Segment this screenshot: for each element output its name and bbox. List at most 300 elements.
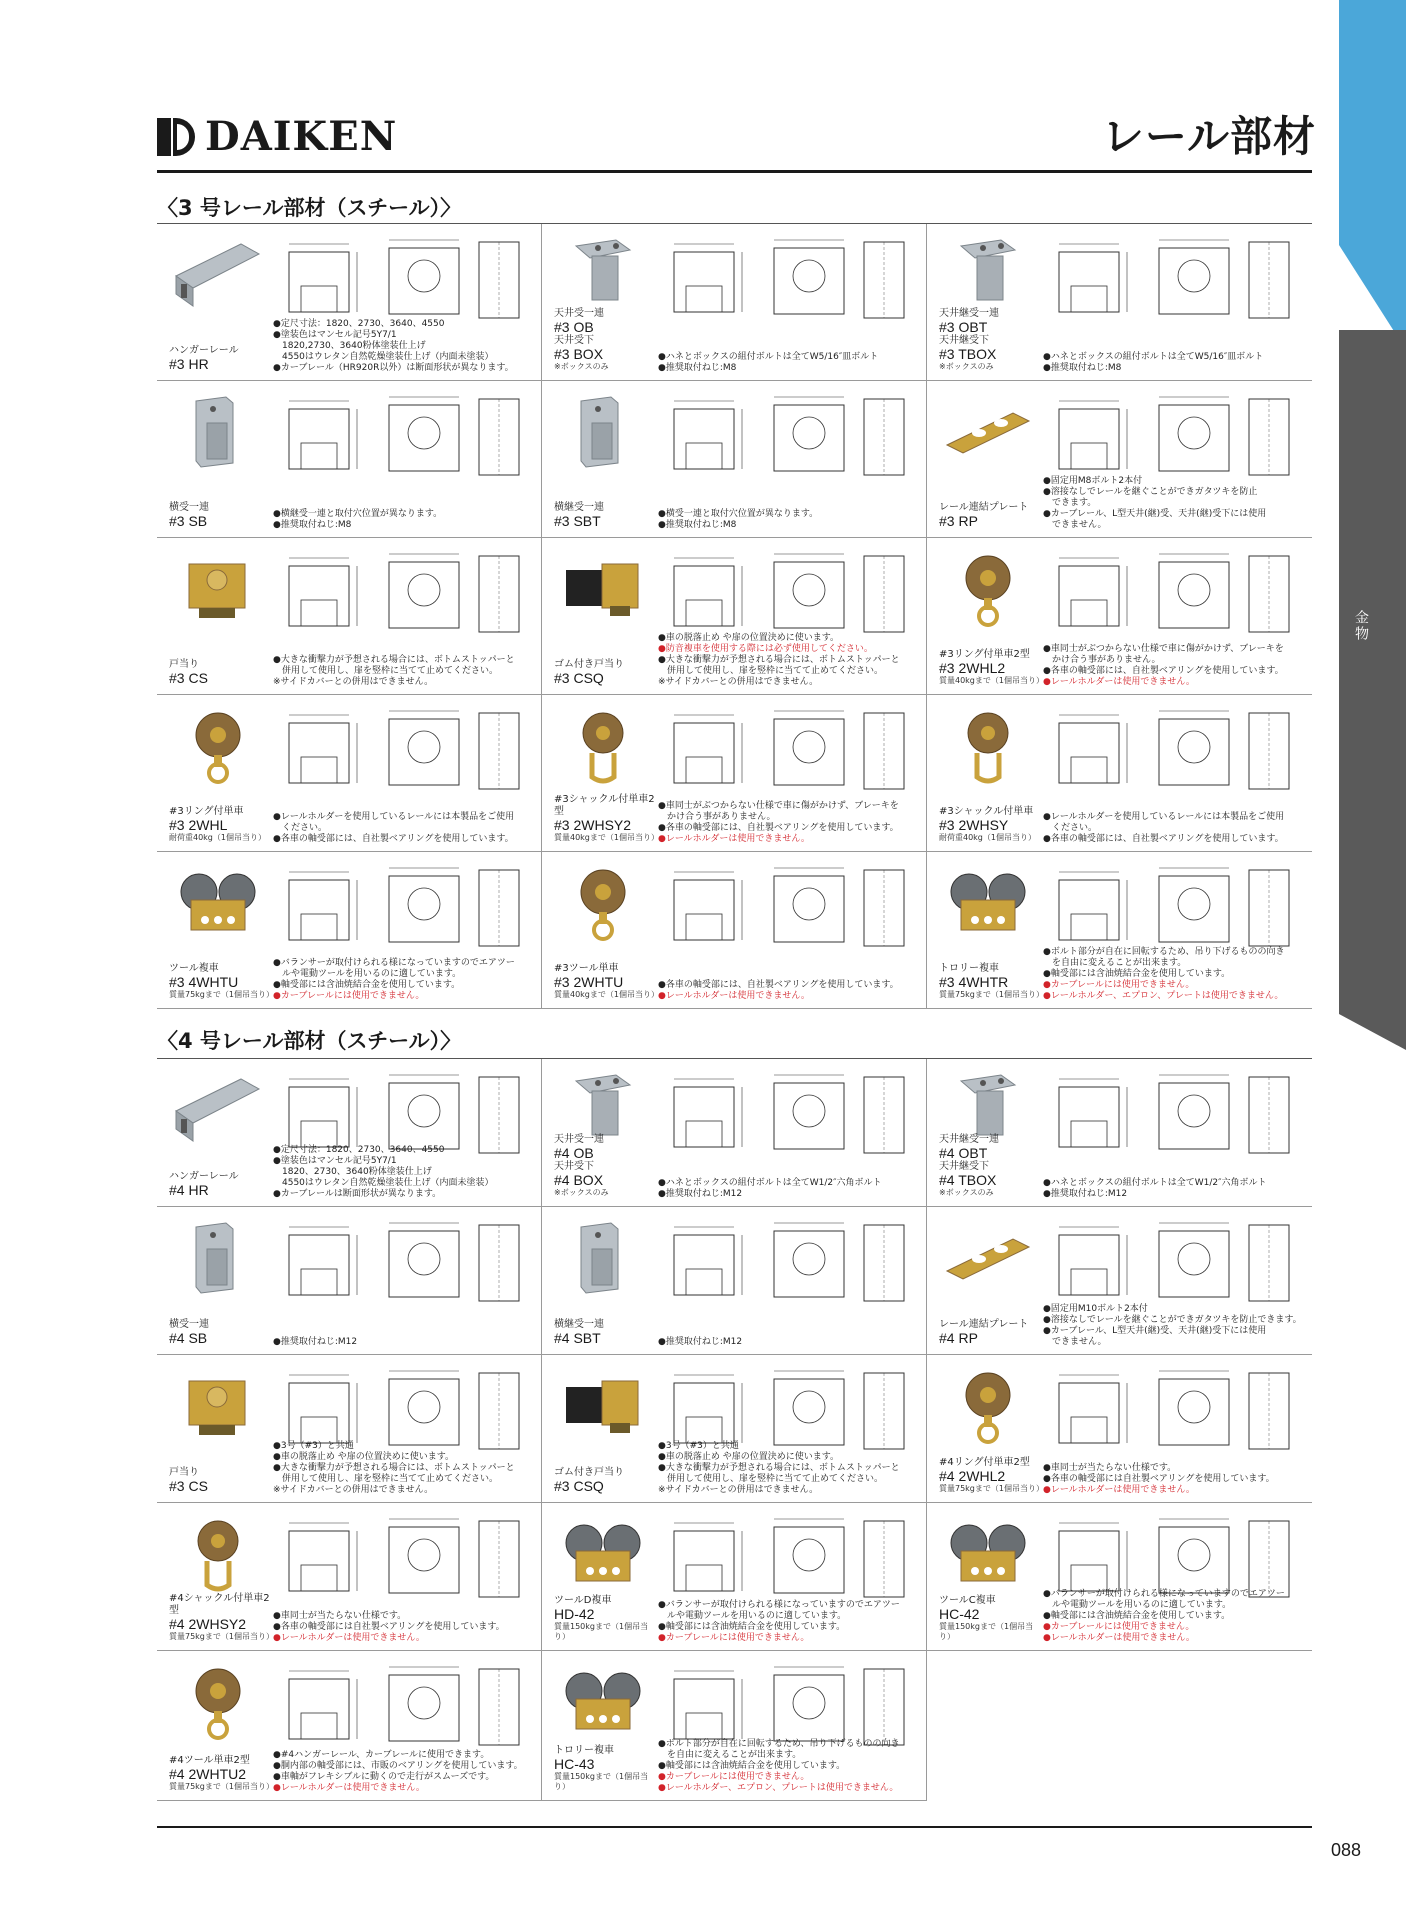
- product-note: 質量40kgまで（1個吊当り）: [554, 833, 659, 842]
- dimension-drawing: [654, 703, 916, 803]
- product-name: トロリー複車: [939, 963, 999, 974]
- product-name: #3ツール単車: [554, 963, 619, 974]
- note-line: ●各車の軸受部には、自社製ベアリングを使用しています。: [658, 980, 899, 990]
- product-name: #3シャックル付単車2型: [554, 794, 655, 817]
- note-line: ●3号（#3）と共通: [273, 1441, 354, 1451]
- product-cell: [927, 1503, 1312, 1651]
- product-code: #3 4WHTR: [939, 974, 1009, 990]
- product-note: ※ボックスのみ: [554, 362, 609, 371]
- note-line: ●カーブレールには使用できません。: [1043, 1622, 1195, 1632]
- note-line: ●軸受部には含油焼結合金を使用しています。: [658, 1622, 846, 1632]
- note-line: ●軸受部には含油焼結合金を使用しています。: [273, 980, 461, 990]
- note-line: ●レールホルダーは使用できません。: [273, 1633, 425, 1643]
- product-name: 横受一連: [169, 1319, 209, 1330]
- product-code: #3 CS: [169, 1478, 208, 1494]
- product-name-block: [939, 502, 1041, 529]
- note-line: ●カーブレールには使用できません。: [658, 1772, 810, 1782]
- dimension-drawing: [654, 232, 916, 332]
- note-line: ●バランサーが取付けられる様になっていますのでエアツー: [1043, 1589, 1285, 1599]
- product-name: ツールC複車: [939, 1595, 996, 1606]
- product-cell: [157, 1207, 542, 1355]
- product-photo: [171, 236, 265, 314]
- product-cell: [542, 538, 927, 695]
- product-name: #3シャックル付単車: [939, 806, 1034, 817]
- product-code: #3 CS: [169, 670, 208, 686]
- dimension-drawing: [654, 1067, 916, 1167]
- product-name: #4シャックル付単車2型: [169, 1593, 270, 1616]
- product-name: ハンガーレール: [169, 345, 239, 356]
- dimension-drawing: [654, 1511, 916, 1611]
- product-note: 耐荷重40kg（1個吊当り）: [169, 833, 266, 842]
- product-photo: [556, 1219, 650, 1297]
- note-line: ●ボルト部分が自在に回転するため、吊り下げるものの向き: [1043, 947, 1285, 957]
- note-line: ●レールホルダー、エプロン、プレートは使用できません。: [1043, 991, 1284, 1001]
- product-code: #4 2WHTU2: [169, 1766, 247, 1782]
- dimension-drawing: [269, 1659, 531, 1759]
- note-line: ●レールホルダー、エプロン、プレートは使用できません。: [658, 1783, 899, 1793]
- product-note: 質量75kgまで（1個吊当り）: [169, 990, 274, 999]
- product-code: #4 HR: [169, 1182, 209, 1198]
- dimension-drawing: [269, 1511, 531, 1611]
- product-name: 横継受一連: [554, 502, 604, 513]
- product-name-secondary: 天井受下: [554, 335, 594, 346]
- note-line: ●溶接なしでレールを継ぐことができガタツキを防止: [1043, 487, 1258, 497]
- product-notes: [658, 1441, 924, 1496]
- product-name-secondary: 天井継受下: [939, 335, 989, 346]
- product-photo: [171, 1515, 265, 1593]
- note-line: ●車の脱落止め や扉の位置決めに使います。: [658, 633, 839, 643]
- product-name: 戸当り: [169, 659, 199, 670]
- product-photo: [941, 236, 1035, 314]
- note-line: できます。: [1043, 498, 1097, 508]
- product-code: HC-43: [554, 1756, 595, 1772]
- note-line: 1820,2730、3640粉体塗装仕上げ: [273, 341, 426, 351]
- dimension-drawing: [1039, 1067, 1301, 1167]
- product-notes: [1043, 947, 1309, 1002]
- note-line: ●レールホルダーは使用できません。: [1043, 1633, 1195, 1643]
- product-code-secondary: #3 TBOX: [939, 346, 997, 362]
- note-line: を自由に変えることが出来ます。: [1043, 958, 1187, 968]
- note-line: ●推奨取付ねじ:M8: [273, 520, 352, 530]
- product-name-block: [554, 963, 659, 1000]
- section-title-4: 〈4 号レール部材（スチール）〉: [157, 1029, 462, 1053]
- product-code: #3 RP: [939, 513, 978, 529]
- product-name-block: [554, 794, 659, 843]
- product-name-block: [554, 1595, 656, 1642]
- product-cell: [927, 1059, 1312, 1207]
- product-photo: [171, 1219, 265, 1297]
- product-name: トロリー複車: [554, 1745, 614, 1756]
- note-line: ●ハネとボックスの組付ボルトは全てW5/16″皿ボルト: [1043, 352, 1264, 362]
- product-name-block: [554, 1319, 656, 1346]
- note-line: ●車同士がぶつからない仕様で車に傷がかけず、ブレーキを: [658, 801, 899, 811]
- note-line: 併用して使用し、扉を竪枠に当てて止めてください。: [658, 1474, 884, 1484]
- note-line: ●ハネとボックスの組付ボルトは全てW1/2″六角ボルト: [658, 1178, 882, 1188]
- product-cell: [927, 1355, 1312, 1503]
- product-cell: [927, 381, 1312, 538]
- product-notes: [273, 958, 539, 1002]
- section-title-3: 〈3 号レール部材（スチール）〉: [157, 196, 462, 220]
- product-note: ※ボックスのみ: [554, 1188, 609, 1197]
- note-line: ●大きな衝撃力が予想される場合には、ボトムストッパーと: [273, 655, 515, 665]
- note-line: ●カーブレールは断面形状が異なります。: [273, 1189, 442, 1199]
- product-notes: [658, 633, 924, 688]
- product-notes: [658, 352, 924, 374]
- product-name: ゴム付き戸当り: [554, 1467, 624, 1478]
- product-notes: [1043, 476, 1309, 531]
- product-photo: [556, 393, 650, 471]
- note-line: できません。: [1043, 1337, 1107, 1347]
- product-photo: [556, 864, 650, 942]
- product-notes: [273, 655, 539, 688]
- product-note: ※ボックスのみ: [939, 1188, 994, 1197]
- product-code: #3 HR: [169, 356, 209, 372]
- product-note: 耐荷重40kg（1個吊当り）: [939, 833, 1036, 842]
- note-line: ●推奨取付ねじ:M12: [658, 1337, 743, 1347]
- product-cell: [542, 1059, 927, 1207]
- product-photo: [556, 236, 650, 314]
- note-line: ●カーブレール（HR920R以外）は断面形状が異なります。: [273, 363, 514, 373]
- note-line: ●推奨取付ねじ:M12: [1043, 1189, 1128, 1199]
- product-name-block: [169, 1171, 271, 1198]
- note-line: ●ハネとボックスの組付ボルトは全てW5/16″皿ボルト: [658, 352, 879, 362]
- dimension-drawing: [1039, 703, 1301, 803]
- product-code: #3 CSQ: [554, 670, 604, 686]
- product-code: #3 CSQ: [554, 1478, 604, 1494]
- product-cell: [927, 1207, 1312, 1355]
- note-line: ●レールホルダーは使用できません。: [658, 834, 810, 844]
- product-notes: [658, 509, 924, 531]
- product-code: #3 2WHTU: [554, 974, 624, 990]
- product-name-block: [169, 502, 271, 529]
- product-cell: [927, 695, 1312, 852]
- note-line: ●バランサーが取付けられる様になっていますのでエアツー: [273, 958, 515, 968]
- product-code: #4 2WHL2: [939, 1468, 1006, 1484]
- note-line: ●レールホルダーは使用できません。: [1043, 677, 1195, 687]
- product-photo: [171, 550, 265, 628]
- note-line: ●車の脱落止め や扉の位置決めに使います。: [658, 1452, 839, 1462]
- product-code-secondary: #4 TBOX: [939, 1172, 997, 1188]
- note-line: ●推奨取付ねじ:M12: [273, 1337, 358, 1347]
- product-cell: [157, 1355, 542, 1503]
- note-line: ●車の脱落止め や扉の位置決めに使います。: [273, 1452, 454, 1462]
- product-code: #3 2WHL: [169, 817, 228, 833]
- product-notes: [273, 812, 539, 845]
- product-notes: [273, 1750, 539, 1794]
- product-name-block: [939, 963, 1044, 1000]
- note-line: ●#4ハンガーレール、カーブレールに使用できます。: [273, 1750, 490, 1760]
- note-line: ※サイドカバーとの併用はできません。: [658, 1485, 819, 1495]
- product-cell: [542, 224, 927, 381]
- product-name: ツールD複車: [554, 1595, 612, 1606]
- product-name-block: [169, 1755, 274, 1792]
- product-code: #3 SBT: [554, 513, 601, 529]
- product-note: 質量150kgまで（1個吊当り）: [939, 1622, 1034, 1641]
- product-photo: [171, 1367, 265, 1445]
- product-cell: [542, 852, 927, 1009]
- product-note: 質量150kgまで（1個吊当り）: [554, 1772, 649, 1791]
- product-name: 天井継受一連: [939, 308, 999, 319]
- product-grid-4: [157, 1059, 1312, 1801]
- product-cell: [157, 1503, 542, 1651]
- note-line: ●ボルト部分が自在に回転するため、吊り下げるものの向き: [658, 1739, 900, 1749]
- dimension-drawing: [269, 546, 531, 646]
- note-line: ●推奨取付ねじ:M8: [658, 363, 737, 373]
- product-cell: [542, 1207, 927, 1355]
- note-line: ●カーブレールには使用できません。: [1043, 980, 1195, 990]
- product-cell: [157, 381, 542, 538]
- product-name-secondary: 天井継受下: [939, 1161, 989, 1172]
- product-name-block: [554, 308, 656, 372]
- product-code: #4 RP: [939, 1330, 978, 1346]
- note-line: ●防音複車を使用する際には必ず使用してください。: [658, 644, 873, 654]
- product-cell: [542, 695, 927, 852]
- product-name-block: [939, 1134, 1041, 1198]
- product-photo: [556, 1515, 650, 1593]
- daiken-logo-mark-icon: [157, 118, 195, 156]
- product-photo: [556, 1367, 650, 1445]
- note-line: ●推奨取付ねじ:M8: [658, 520, 737, 530]
- product-name: 天井受一連: [554, 1134, 604, 1145]
- product-name-block: [169, 1319, 271, 1346]
- product-note: 質量150kgまで（1個吊当り）: [554, 1622, 649, 1641]
- product-name: 戸当り: [169, 1467, 199, 1478]
- product-name-block: [169, 1467, 271, 1494]
- brand-logo: [157, 113, 397, 160]
- product-name-block: [939, 1595, 1041, 1642]
- product-note: ※ボックスのみ: [939, 362, 994, 371]
- dimension-drawing: [1039, 232, 1301, 332]
- product-photo: [556, 550, 650, 628]
- product-name-block: [169, 963, 274, 1000]
- product-name-block: [939, 308, 1041, 372]
- product-name-block: [169, 1593, 274, 1642]
- note-line: かけ合う事がありません。: [658, 812, 776, 822]
- note-line: ●塗装色はマンセル記号5Y7/1: [273, 330, 397, 340]
- note-line: ●カーブレール、L型天井(継)受、天井(継)受下には使用: [1043, 509, 1267, 519]
- product-name-block: [169, 345, 271, 372]
- product-cell: [542, 1651, 927, 1801]
- product-code: HC-42: [939, 1606, 980, 1622]
- dimension-drawing: [269, 1215, 531, 1315]
- note-line: ●推奨取付ねじ:M12: [658, 1189, 743, 1199]
- note-line: ●大きな衝撃力が予想される場合には、ボトムストッパーと: [658, 655, 900, 665]
- product-code: #4 2WHSY2: [169, 1616, 247, 1632]
- product-cell: [542, 381, 927, 538]
- product-cell: [927, 224, 1312, 381]
- note-line: ●各車の軸受部には、自社製ベアリングを使用しています。: [658, 823, 899, 833]
- note-line: ●横継受一連と取付穴位置が異なります。: [273, 509, 443, 519]
- page-number: 088: [1330, 1840, 1361, 1860]
- note-line: ください。: [1043, 823, 1098, 833]
- product-cell: [157, 224, 542, 381]
- note-line: ください。: [273, 823, 328, 833]
- product-note: 質量40kgまで（1個吊当り）: [939, 676, 1044, 685]
- note-line: ●車軸がフレキシブルに動くので走行がスムーズです。: [273, 1772, 495, 1782]
- note-line: ●レールホルダーは使用できません。: [1043, 1485, 1195, 1495]
- note-line: ●定尺寸法：1820、2730、3640、4550: [273, 1145, 445, 1155]
- header-rule: [157, 170, 1312, 173]
- product-notes: [658, 980, 924, 1002]
- product-photo: [171, 1071, 265, 1149]
- note-line: できません。: [1043, 520, 1107, 530]
- note-line: ●軸受部には含油焼結合金を使用しています。: [658, 1761, 846, 1771]
- product-note: 質量75kgまで（1個吊当り）: [939, 1484, 1044, 1493]
- note-line: ●車同士がぶつからない仕様で車に傷がかけず、ブレーキを: [1043, 644, 1284, 654]
- page-title: レール部材: [1101, 112, 1316, 161]
- note-line: ルや電動ツールを用いるのに適しています。: [658, 1611, 847, 1621]
- note-line: ●3号（#3）と共通: [658, 1441, 739, 1451]
- footer-rule: [157, 1826, 1312, 1828]
- dimension-drawing: [1039, 1215, 1301, 1315]
- note-line: ●軸受部には含油焼結合金を使用しています。: [1043, 1611, 1231, 1621]
- product-cell: [157, 1651, 542, 1801]
- product-photo: [941, 707, 1035, 785]
- note-line: ●大きな衝撃力が予想される場合には、ボトムストッパーと: [273, 1463, 515, 1473]
- product-photo: [941, 393, 1035, 471]
- product-cell: [542, 1503, 927, 1651]
- dimension-drawing: [1039, 389, 1301, 489]
- product-name-block: [554, 1467, 656, 1494]
- product-cell: [927, 538, 1312, 695]
- dimension-drawing: [269, 232, 531, 332]
- product-photo: [171, 393, 265, 471]
- product-note: 質量75kgまで（1個吊当り）: [939, 990, 1044, 999]
- note-line: ●車同士が当たらない仕様です。: [273, 1611, 407, 1621]
- product-note: 質量40kgまで（1個吊当り）: [554, 990, 659, 999]
- note-line: ●ハネとボックスの組付ボルトは全てW1/2″六角ボルト: [1043, 1178, 1267, 1188]
- product-grid-3: [157, 224, 1312, 1009]
- product-name: #4ツール単車2型: [169, 1755, 250, 1766]
- product-code-secondary: #3 BOX: [554, 346, 604, 362]
- note-line: ●大きな衝撃力が予想される場合には、ボトムストッパーと: [658, 1463, 900, 1473]
- dimension-drawing: [269, 703, 531, 803]
- dimension-drawing: [654, 1215, 916, 1315]
- product-name: ゴム付き戸当り: [554, 659, 624, 670]
- product-notes: [658, 1178, 924, 1200]
- dimension-drawing: [654, 860, 916, 960]
- note-line: ●塗装色はマンセル記号5Y7/1: [273, 1156, 397, 1166]
- note-line: ●レールホルダーを使用しているレールには本製品をご使用: [1043, 812, 1285, 822]
- product-name: 横受一連: [169, 502, 209, 513]
- note-line: を自由に変えることが出来ます。: [658, 1750, 802, 1760]
- dimension-drawing: [269, 389, 531, 489]
- product-name: 横継受一連: [554, 1319, 604, 1330]
- product-notes: [273, 1145, 539, 1200]
- product-code: #4 OBT: [939, 1145, 988, 1161]
- product-notes: [1043, 352, 1309, 374]
- product-name-secondary: 天井受下: [554, 1161, 594, 1172]
- product-photo: [941, 550, 1035, 628]
- note-line: ●各車の軸受部には自社製ベアリングを使用しています。: [1043, 1474, 1275, 1484]
- product-photo: [941, 1515, 1035, 1593]
- note-line: ●溶接なしでレールを継ぐことができガタツキを防止できます。: [1043, 1315, 1302, 1325]
- product-photo: [171, 707, 265, 785]
- product-notes: [658, 1337, 924, 1348]
- side-tab-label: 金物: [1353, 610, 1369, 642]
- product-cell: [542, 1355, 927, 1503]
- product-code-secondary: #4 BOX: [554, 1172, 604, 1188]
- product-notes: [658, 1739, 924, 1794]
- note-line: ●軸受部には含油焼結合金を使用しています。: [1043, 969, 1231, 979]
- product-name-block: [939, 806, 1041, 843]
- product-name: #3リング付単車: [169, 806, 244, 817]
- product-notes: [1043, 1589, 1309, 1644]
- note-line: ●推奨取付ねじ:M8: [1043, 363, 1122, 373]
- product-name-block: [939, 1457, 1044, 1494]
- note-line: ※サイドカバーとの併用はできません。: [273, 677, 434, 687]
- product-name: 天井受一連: [554, 308, 604, 319]
- product-code: #4 SB: [169, 1330, 208, 1346]
- product-name: #3リング付単車2型: [939, 649, 1030, 660]
- product-code: #3 2WHSY2: [554, 817, 632, 833]
- product-name-block: [169, 806, 271, 843]
- note-line: 併用して使用し、扉を竪枠に当てて止めてください。: [658, 666, 884, 676]
- product-cell: [157, 852, 542, 1009]
- note-line: ●横受一連と取付穴位置が異なります。: [658, 509, 819, 519]
- note-line: ●カーブレールには使用できません。: [273, 991, 425, 1001]
- note-line: 4550はウレタン自然乾燥塗装仕上げ（内面未塗装）: [273, 352, 494, 362]
- product-code: #3 2WHSY: [939, 817, 1009, 833]
- note-line: かけ合う事がありません。: [1043, 655, 1161, 665]
- product-photo: [556, 707, 650, 785]
- note-line: ●レールホルダーは使用できません。: [273, 1783, 425, 1793]
- product-photo: [941, 1219, 1035, 1297]
- product-photo: [941, 1367, 1035, 1445]
- product-name: ハンガーレール: [169, 1171, 239, 1182]
- dimension-drawing: [1039, 1363, 1301, 1463]
- product-notes: [1043, 1178, 1309, 1200]
- note-line: ※サイドカバーとの併用はできません。: [273, 1485, 434, 1495]
- product-code: #3 OB: [554, 319, 594, 335]
- product-code: #3 2WHL2: [939, 660, 1006, 676]
- product-cell: [157, 695, 542, 852]
- product-code: #4 SBT: [554, 1330, 601, 1346]
- note-line: ●胴内部の軸受部には、市販のベアリングを使用しています。: [273, 1761, 523, 1771]
- note-line: ※サイドカバーとの併用はできません。: [658, 677, 819, 687]
- product-notes: [658, 1600, 924, 1644]
- dimension-drawing: [1039, 860, 1301, 960]
- product-cell: [157, 1059, 542, 1207]
- product-photo: [941, 864, 1035, 942]
- note-line: ●各車の軸受部には、自社製ベアリングを使用しています。: [1043, 666, 1284, 676]
- product-photo: [556, 1663, 650, 1741]
- product-name: レール連結プレート: [939, 1319, 1029, 1330]
- product-note: 質量75kgまで（1個吊当り）: [169, 1632, 274, 1641]
- product-name: 天井継受一連: [939, 1134, 999, 1145]
- note-line: ルや電動ツールを用いるのに適しています。: [1043, 1600, 1232, 1610]
- note-line: ●各車の軸受部には、自社製ベアリングを使用しています。: [273, 834, 514, 844]
- note-line: ●カーブレール、L型天井(継)受、天井(継)受下には使用: [1043, 1326, 1267, 1336]
- product-cell: [157, 538, 542, 695]
- note-line: ●カーブレールには使用できません。: [658, 1633, 810, 1643]
- product-name-block: [554, 659, 656, 686]
- product-code: #3 4WHTU: [169, 974, 239, 990]
- note-line: 1820、2730、3640粉体塗装仕上げ: [273, 1167, 432, 1177]
- dimension-drawing: [269, 860, 531, 960]
- product-code: #4 OB: [554, 1145, 594, 1161]
- product-name: #4リング付単車2型: [939, 1457, 1030, 1468]
- dimension-drawing: [654, 389, 916, 489]
- product-name-block: [939, 649, 1044, 686]
- note-line: ルや電動ツールを用いるのに適しています。: [273, 969, 462, 979]
- product-notes: [273, 1441, 539, 1496]
- note-line: ●固定用M10ボルト2本付: [1043, 1304, 1148, 1314]
- gutter-accent-dark: [1339, 330, 1406, 1050]
- product-code: HD-42: [554, 1606, 595, 1622]
- product-notes: [1043, 812, 1309, 845]
- product-notes: [273, 509, 539, 531]
